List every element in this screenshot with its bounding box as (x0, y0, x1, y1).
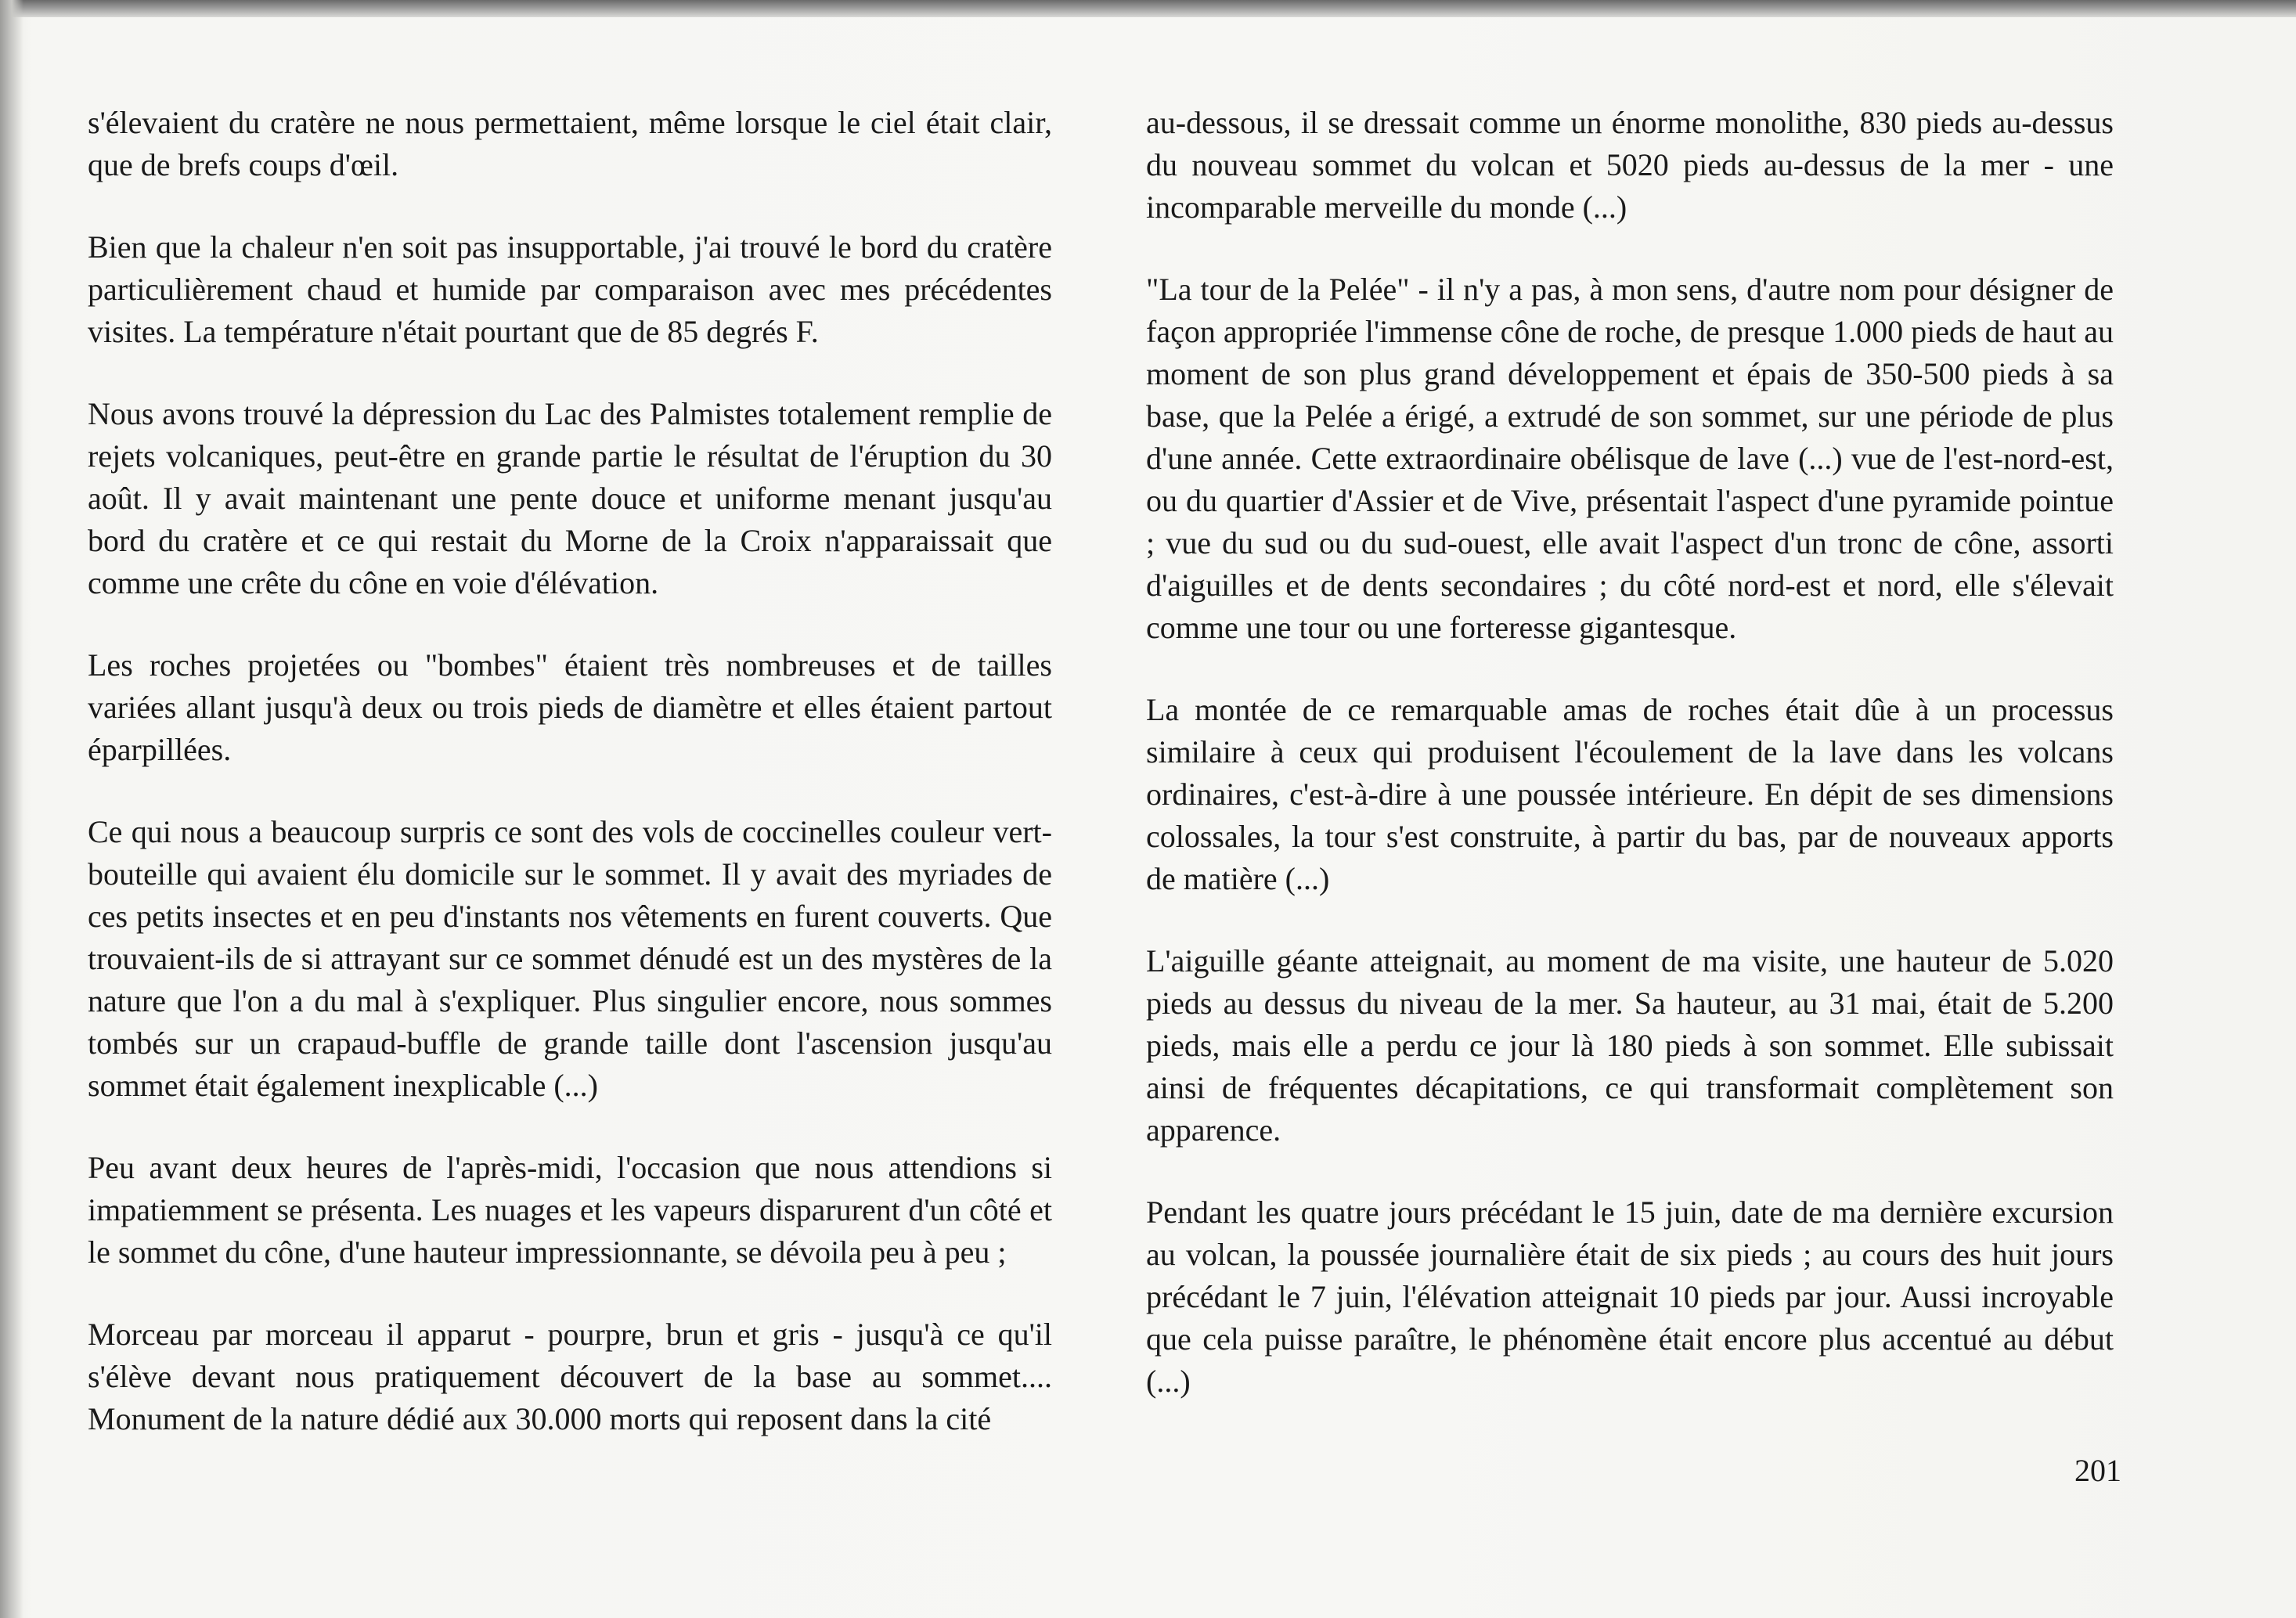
right-text-column (1146, 102, 2114, 1443)
paragraph: Les roches projetées ou "bombes" étaient très nombreuses et de tailles variées allant jusqu'à deux ou trois pieds de diamètre et elles étaient partout éparpillées. (88, 647, 1052, 767)
paragraph: Peu avant deux heures de l'après-midi, l'occasion que nous attendions si impatiemment se présenta. Les nuages et les vapeurs disparurent d'un côté et le sommet du cône, d'une hauteur impressionnante, se dévoila peu à peu ; (88, 1150, 1052, 1270)
paragraph: au-dessous, il se dressait comme un énorme monolithe, 830 pieds au-dessus du nouveau sommet du volcan et 5020 pieds au-dessus de la mer - une incomparable merveille du monde (...) (1146, 105, 2114, 225)
paragraph: "La tour de la Pelée" - il n'y a pas, à mon sens, d'autre nom pour désigner de façon appropriée l'immense cône de roche, de presque 1.000 pieds de haut au moment de son plus grand développement et épais de 350-500 pieds à sa base, que la Pelée a érigé, a extrudé de son sommet, sur une période de plus d'une année. Cette extraordinaire obélisque de lave (...) vue de l'est-nord-est, ou du quartier d'Assier et de Vive, présentait l'aspect d'une pyramide pointue ; vue du sud ou du sud-ouest, elle avait l'aspect d'un tronc de cône, assorti d'aiguilles et de dents secondaires ; du côté nord-est et nord, elle s'élevait comme une tour ou une forteresse gigantesque. (1146, 272, 2114, 645)
paragraph: Nous avons trouvé la dépression du Lac des Palmistes totalement remplie de rejets volcaniques, peut-être en grande partie le résultat de l'éruption du 30 août. Il y avait maintenant une pente douce et uniforme menant jusqu'au bord du cratère et ce qui restait du Morne de la Croix n'apparaissait que comme une crête du cône en voie d'élévation. (88, 396, 1052, 600)
page-number: 201 (2074, 1453, 2121, 1488)
scan-top-edge (0, 0, 2296, 17)
paragraph: s'élevaient du cratère ne nous permettaient, même lorsque le ciel était clair, que de brefs coups d'œil. (88, 105, 1052, 182)
paragraph: Pendant les quatre jours précédant le 15 juin, date de ma dernière excursion au volcan, la poussée journalière était de six pieds ; au cours des huit jours précédant le 7 juin, l'élévation atteignait 10 pieds par jour. Aussi incroyable que cela puisse paraître, le phénomène était encore plus accentué au début (...) (1146, 1195, 2114, 1399)
paragraph: Ce qui nous a beaucoup surpris ce sont des vols de coccinelles couleur vert-bouteille qui avaient élu domicile sur le sommet. Il y avait des myriades de ces petits insectes et en peu d'instants nos vêtements en furent couverts. Que trouvaient-ils de si attrayant sur ce sommet dénudé est un des mystères de la nature que l'on a du mal à s'expliquer. Plus singulier encore, nous sommes tombés sur un crapaud-buffle de grande taille dont l'ascension jusqu'au sommet était également inexplicable (...) (88, 814, 1052, 1103)
paragraph: L'aiguille géante atteignait, au moment de ma visite, une hauteur de 5.020 pieds au dessus du niveau de la mer. Sa hauteur, au 31 mai, était de 5.200 pieds, mais elle a perdu ce jour là 180 pieds à son sommet. Elle subissait ainsi de fréquentes décapitations, ce qui transformait complètement son apparence. (1146, 943, 2114, 1148)
paragraph: Morceau par morceau il apparut - pourpre, brun et gris - jusqu'à ce qu'il s'élève devant nous pratiquement découvert de la base au sommet.... Monument de la nature dédié aux 30.000 morts qui reposent dans la cité (88, 1317, 1052, 1436)
scan-binding-shadow (0, 0, 23, 1618)
left-text-column (88, 102, 1052, 1480)
paragraph: La montée de ce remarquable amas de roches était dûe à un processus similaire à ceux qui produisent l'écoulement de la lave dans les volcans ordinaires, c'est-à-dire à une poussée intérieure. En dépit de ses dimensions colossales, la tour s'est construite, à partir du bas, par de nouveaux apports de matière (...) (1146, 692, 2114, 896)
paragraph: Bien que la chaleur n'en soit pas insupportable, j'ai trouvé le bord du cratère particulièrement chaud et humide par comparaison avec mes précédentes visites. La température n'était pourtant que de 85 degrés F. (88, 229, 1052, 349)
